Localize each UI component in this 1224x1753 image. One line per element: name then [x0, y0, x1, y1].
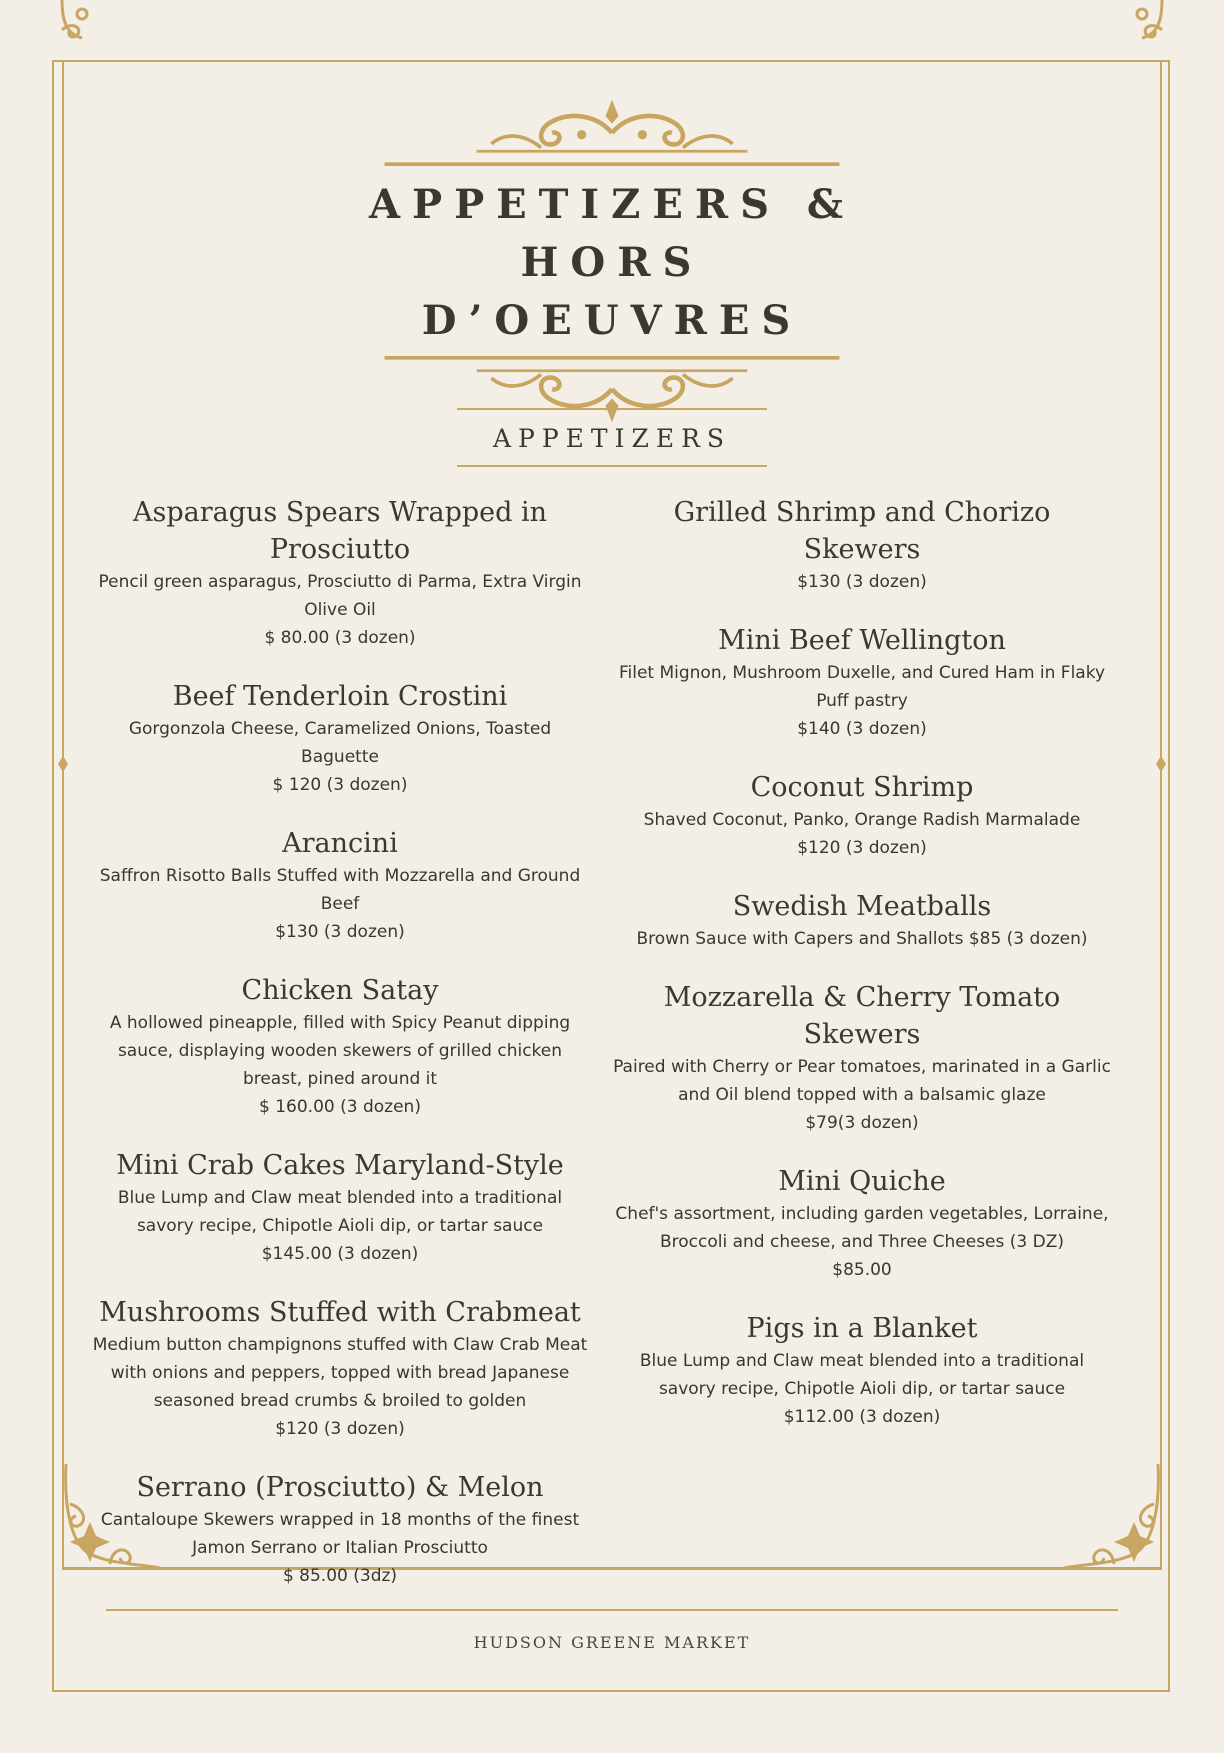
- menu-item-name: Grilled Shrimp and Chorizo Skewers: [673, 497, 1051, 565]
- menu-item: [612, 1163, 1112, 1284]
- flourish-top-left-icon: [56, 0, 96, 60]
- menu-item-description: Gorgonzola Cheese, Caramelized Onions, Toasted Baguette: [128, 719, 552, 767]
- menu-item: [90, 972, 590, 1121]
- menu-item: [612, 979, 1112, 1137]
- menu-item-price: $130 (3 dozen): [797, 572, 927, 592]
- menu-item-price: $ 160.00 (3 dozen): [259, 1097, 421, 1117]
- menu-item-price: $130 (3 dozen): [275, 922, 405, 942]
- footer-text: HUDSON GREENE MARKET: [473, 1633, 751, 1652]
- menu-item-price: $ 120 (3 dozen): [272, 775, 408, 795]
- side-notch-left-icon: [58, 756, 68, 772]
- menu-item-price: $79(3 dozen): [805, 1113, 919, 1133]
- flourish-bottom-right-icon: [1054, 1464, 1164, 1574]
- menu-item-price: $140 (3 dozen): [797, 719, 927, 739]
- menu-item-name: Arancini: [282, 828, 398, 859]
- menu-item: [90, 1469, 590, 1590]
- menu-item: [90, 825, 590, 946]
- menu-item-name: Mozzarella & Cherry Tomato Skewers: [663, 982, 1061, 1050]
- section-heading: APPETIZERS: [457, 408, 767, 467]
- menu-item-description: Pencil green asparagus, Prosciutto di Parma, Extra Virgin Olive Oil: [98, 572, 582, 620]
- menu-item: [612, 769, 1112, 862]
- menu-item-price: $ 85.00 (3dz): [282, 1566, 398, 1586]
- menu-item: [612, 888, 1112, 953]
- footer-divider: [106, 1609, 1118, 1611]
- menu-item-name: Swedish Meatballs: [732, 891, 992, 922]
- ornament-top-icon: [365, 96, 859, 166]
- right-column: [612, 494, 1112, 1457]
- menu-item: [612, 622, 1112, 743]
- menu-item-name: Serrano (Prosciutto) & Melon: [136, 1472, 544, 1503]
- menu-item-description: Filet Mignon, Mushroom Duxelle, and Cured Ham in Flaky Puff pastry: [618, 663, 1106, 711]
- menu-item-description: Chef's assortment, including garden vegetables, Lorraine, Broccoli and cheese, and Three Cheeses (3 DZ): [615, 1204, 1109, 1252]
- title-block: [365, 96, 859, 426]
- menu-item: [90, 1294, 590, 1443]
- menu-item-price: $120 (3 dozen): [275, 1419, 405, 1439]
- left-column: [90, 494, 590, 1616]
- menu-item: [90, 494, 590, 652]
- menu-item: [612, 494, 1112, 596]
- menu-item-description: Saffron Risotto Balls Stuffed with Mozzarella and Ground Beef: [99, 866, 581, 914]
- menu-item-name: Asparagus Spears Wrapped in Prosciutto: [132, 497, 548, 565]
- menu-item: [90, 678, 590, 799]
- menu-item-name: Beef Tenderloin Crostini: [172, 681, 508, 712]
- menu-item-price: $120 (3 dozen): [797, 838, 927, 858]
- menu-item-name: Coconut Shrimp: [750, 772, 974, 803]
- menu-item-price: $85.00: [832, 1260, 892, 1280]
- menu-item-name: Chicken Satay: [241, 975, 439, 1006]
- menu-item-description: Brown Sauce with Capers and Shallots $85 (3 dozen): [636, 929, 1088, 949]
- menu-item: [90, 1147, 590, 1268]
- menu-item-description: Shaved Coconut, Panko, Orange Radish Marmalade: [643, 810, 1081, 830]
- menu-item-price: $ 80.00 (3 dozen): [264, 628, 416, 648]
- menu-item: [612, 1310, 1112, 1431]
- menu-item-name: Mushrooms Stuffed with Crabmeat: [99, 1297, 581, 1328]
- title-line-2: HORS D’OEUVRES: [421, 239, 803, 344]
- menu-item-name: Mini Crab Cakes Maryland-Style: [116, 1150, 564, 1181]
- menu-item-description: A hollowed pineapple, filled with Spicy Peanut dipping sauce, displaying wooden skewers of grilled chicken breast, pined around it: [109, 1013, 571, 1089]
- side-notch-right-icon: [1156, 756, 1166, 772]
- menu-item-price: $145.00 (3 dozen): [261, 1244, 419, 1264]
- menu-item-description: Medium button champignons stuffed with Claw Crab Meat with onions and peppers, topped with bread Japanese seasoned bread crumbs & broiled to golden: [92, 1335, 588, 1411]
- menu-item-name: Mini Quiche: [778, 1166, 946, 1197]
- menu-item-description: Blue Lump and Claw meat blended into a traditional savory recipe, Chipotle Aioli dip, or tartar sauce: [639, 1351, 1085, 1399]
- menu-item-description: Paired with Cherry or Pear tomatoes, marinated in a Garlic and Oil blend topped with a balsamic glaze: [613, 1057, 1111, 1105]
- menu-item-price: $112.00 (3 dozen): [783, 1407, 941, 1427]
- menu-item-description: Blue Lump and Claw meat blended into a traditional savory recipe, Chipotle Aioli dip, or tartar sauce: [117, 1188, 563, 1236]
- flourish-top-right-icon: [1128, 0, 1168, 60]
- menu-item-name: Mini Beef Wellington: [718, 625, 1006, 656]
- menu-item-name: Pigs in a Blanket: [746, 1313, 978, 1344]
- title-line-1: APPETIZERS &: [368, 181, 855, 228]
- menu-item-description: Cantaloupe Skewers wrapped in 18 months of the finest Jamon Serrano or Italian Prosciutto: [100, 1510, 580, 1558]
